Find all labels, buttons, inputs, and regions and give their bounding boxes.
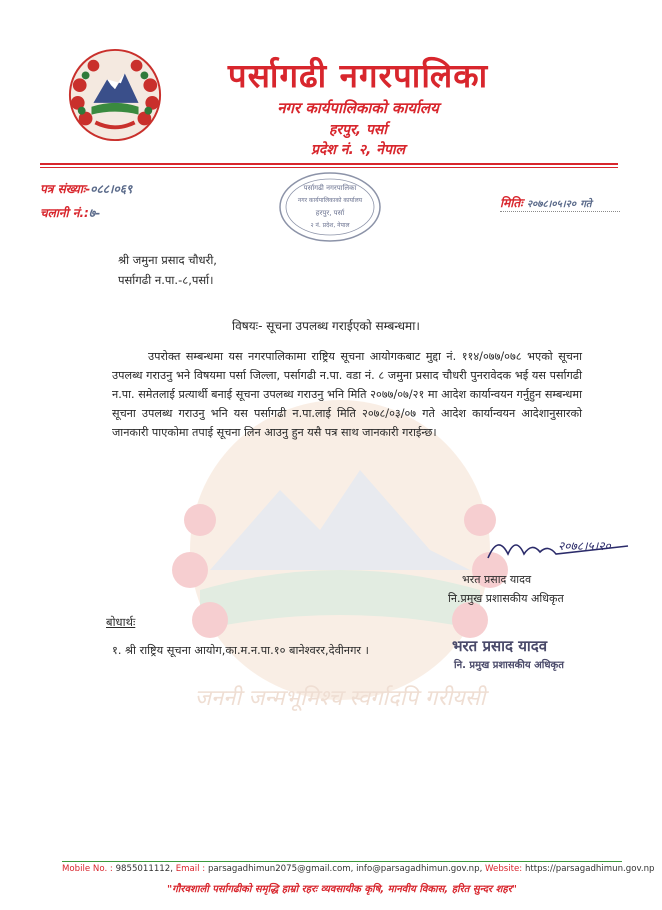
stamp-line-2: नगर कार्यपालिकाको कार्यालय	[297, 197, 363, 204]
signer-title: नि.प्रमुख प्रशासकीय अधिकृत	[448, 592, 564, 605]
recipient-name: श्री जमुना प्रसाद चौधरी,	[118, 253, 217, 267]
cc-item: १. श्री राष्ट्रिय सूचना आयोग,का.म.न.पा.१० बानेश्वरर,देवीनगर ।	[112, 644, 369, 657]
office-stamp	[274, 168, 386, 246]
watermark-motto: जननी जन्मभूमिश्च स्वर्गादपि गरीयसी	[194, 686, 486, 711]
email-addresses: parsagadhimun2075@gmail.com, info@parsagadhimun.gov.np,	[207, 864, 483, 874]
stamp-signer-title: नि. प्रमुख प्रशासकीय अधिकृत	[454, 660, 564, 671]
date-field	[500, 194, 620, 212]
footer-slogan: "गौरवशाली पर्सागढीको समृद्धि हाम्रो रहरः व्यवसायीक कृषि, मानवीय विकास, हरित सुन्दर शहर"	[166, 884, 518, 895]
office-address: हरपुर, पर्सा	[328, 122, 388, 138]
stamp-line-3: हरपुर, पर्सा	[315, 209, 345, 217]
chalani-label: चलानी नं.:	[40, 206, 89, 220]
patra-sankhya	[40, 180, 132, 197]
chalani-value: ७-	[88, 206, 101, 220]
patra-value: ०८८।०६९	[90, 182, 133, 196]
email-label: Email :	[175, 864, 206, 874]
cc-heading: बोधार्थः	[106, 615, 136, 629]
org-name: पर्सागढी नगरपालिका	[227, 56, 489, 95]
date-label: मितिः	[500, 196, 523, 210]
date-suffix: गते	[580, 199, 592, 210]
subject-line: विषयः- सूचना उपलब्ध गराईएको सम्बन्धमा।	[232, 319, 420, 333]
website-url: https://parsagadhimun.gov.np	[524, 864, 655, 874]
mobile-number: 9855011112,	[115, 864, 173, 874]
province: प्रदेश नं. २, नेपाल	[310, 142, 406, 158]
office-name: नगर कार्यपालिकाको कार्यालय	[277, 99, 439, 117]
nepal-emblem-icon	[66, 46, 164, 144]
stamp-line-1: पर्सागढी नगरपालिका	[303, 184, 357, 192]
header-rule	[40, 163, 618, 165]
date-value: २०७८।०५।२०	[526, 199, 577, 210]
stamp-signer-name: भरत प्रसाद यादव	[452, 637, 548, 655]
patra-label: पत्र संख्याः-	[40, 182, 91, 196]
recipient-address: पर्सागढी न.पा.-८,पर्सा।	[118, 273, 214, 287]
body-paragraph: उपरोक्त सम्बन्धमा यस नगरपालिकामा राष्ट्रिय सूचना आयोगकबाट मुद्दा नं. ११४/०७७/०७८ भएको सूचना उपलब्ध गराउनु भने विषयमा पर्सा जिल्ला, पर्सागढी न.पा. वडा नं. ८ जमुना प्रसाद चौधरी पुनरावेदक भई यस पर्सागढी न.पा. समेतलाई प्रत्यार्थी बनाई सूचना उपलब्ध गराउनु भनि मिति २०७७/०७/२१ मा आदेश कार्यान्वयन गर्नुहुन सम्बन्धमा सूचना उपलब्ध गराउनु भनि यस पर्सागढी न.पा.लाई मिति २०७८/०३/०७ गते आदेश कार्यान्वयन आदेशानुसारको जानकारी पाएकोमा तपाई सूचना लिन आउनु हुन यसै पत्र साथ जानकारी गराईन्छ।	[112, 350, 582, 439]
footer-rule	[62, 861, 622, 862]
signature-date: २०७८।५।२०	[558, 539, 611, 553]
chalani-number	[40, 204, 100, 221]
stamp-line-4: २ नं. प्रदेश, नेपाल	[310, 222, 350, 229]
footer-contact	[62, 864, 655, 874]
mobile-label: Mobile No. :	[62, 864, 113, 874]
signature-scrawl	[478, 524, 638, 572]
signer-name: भरत प्रसाद यादव	[462, 573, 532, 586]
website-label: Website:	[485, 864, 523, 874]
